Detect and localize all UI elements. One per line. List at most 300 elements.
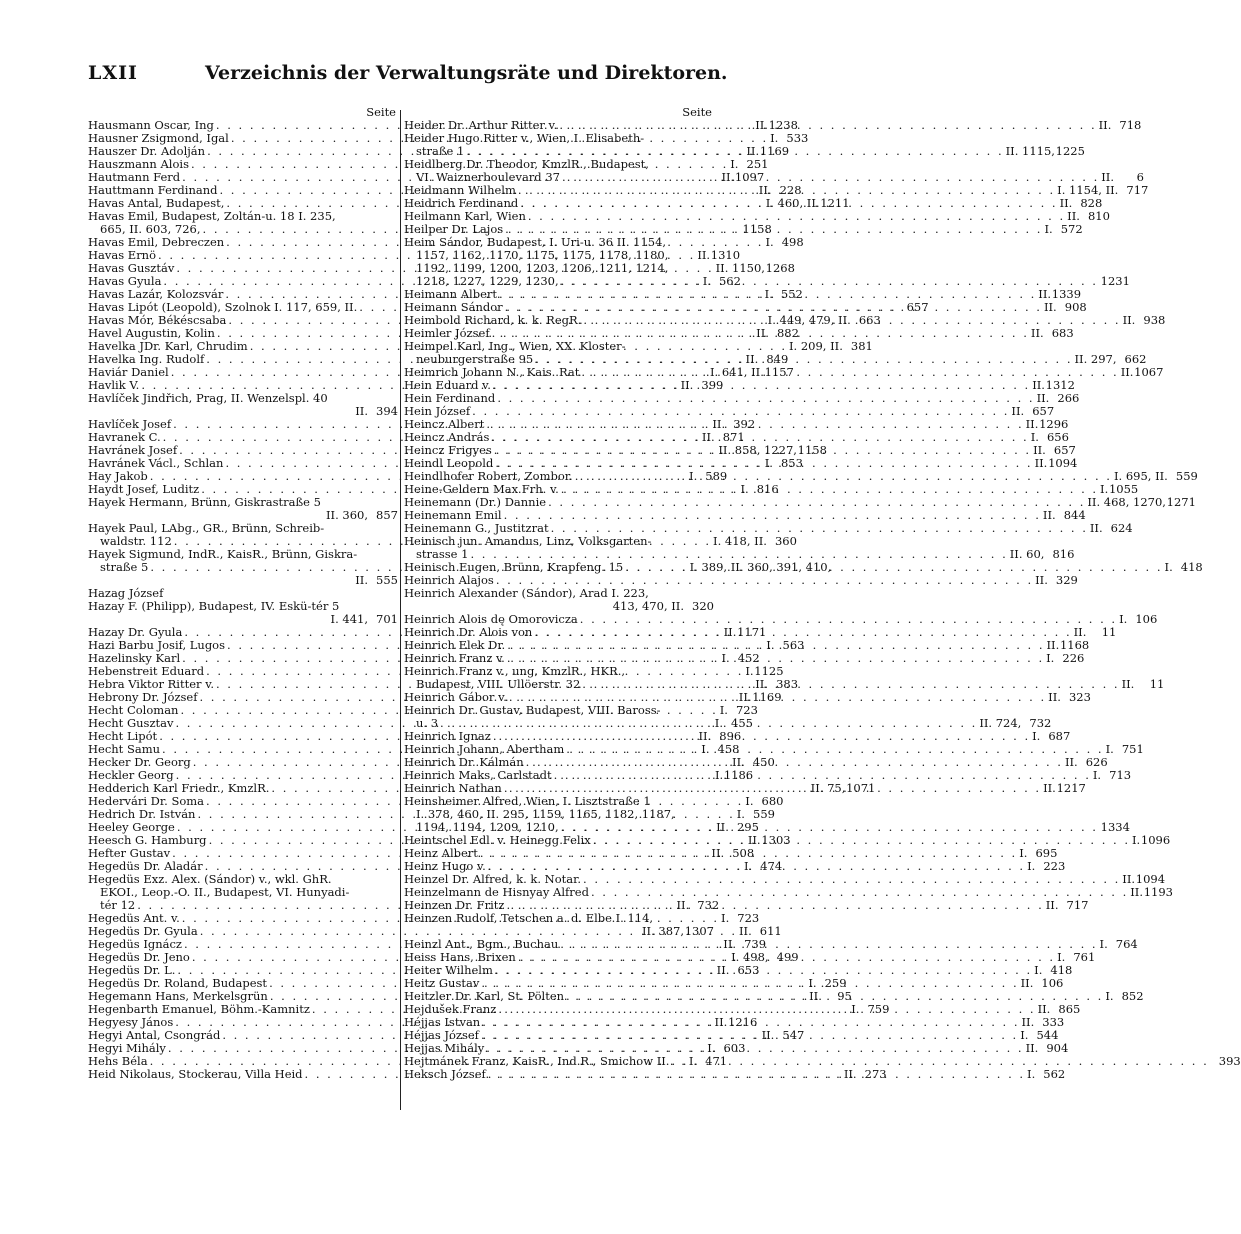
page-ref: 816 xyxy=(756,482,779,496)
entry-text: Heider Hugo Ritter v., Wien, I. Elisabeth- xyxy=(404,131,645,145)
page-ref: 458 xyxy=(717,742,740,756)
volume-ref: II. 1150, xyxy=(715,261,765,275)
entry-text: Heim Sándor, Budapest, I. Uri-u. 36 II. 1154, xyxy=(404,235,667,249)
volume-ref: II. xyxy=(701,430,715,444)
volume-ref: II. xyxy=(1045,898,1059,912)
volume-ref: I. 209, II. xyxy=(789,339,843,353)
entry-text: Hejjas Mihály xyxy=(404,1041,485,1055)
page-ref: 450 xyxy=(752,755,775,769)
page-ref: 761 xyxy=(1073,950,1096,964)
volume-ref: II. xyxy=(714,1015,728,1029)
leader-dots xyxy=(486,1068,1027,1081)
page-ref: 223 xyxy=(1043,859,1066,873)
entry-text: Heeley George xyxy=(88,820,175,834)
seite-label: Seite xyxy=(366,105,396,119)
entry-text: Hejdušek Franz xyxy=(404,1002,497,1016)
volume-ref: I. xyxy=(719,703,728,717)
page-ref: 399 xyxy=(701,378,724,392)
entry-text: Hecht Gusztav xyxy=(88,716,174,730)
volume-ref: II. xyxy=(1033,443,1046,457)
volume-ref: II. xyxy=(745,352,759,366)
volume-ref: I. xyxy=(1099,937,1108,951)
page-ref: 508 xyxy=(732,846,755,860)
entry-text: Heckler Georg xyxy=(88,768,174,782)
volume-ref: I. xyxy=(765,235,774,249)
volume-ref: II. xyxy=(843,1067,857,1081)
page-ref: 1055 xyxy=(1108,482,1139,496)
page-ref: 392 xyxy=(733,417,756,431)
volume-ref: II. xyxy=(355,404,368,418)
volume-ref: I. xyxy=(1044,222,1053,236)
volume-ref: II. 75, xyxy=(810,781,846,795)
entry-text: Havlíček Jindřich, Prag, II. Wenzelspl. 40 xyxy=(88,391,328,405)
entry-text: Hegedüs Dr. Roland, Budapest xyxy=(88,976,268,990)
entry-text: Heinisch jun. Amandus, Linz, Volksgarten- xyxy=(404,534,652,548)
volume-ref: II. xyxy=(1046,638,1060,652)
page-ref: 732 xyxy=(1029,716,1052,730)
entry-text: tér 12 xyxy=(100,898,136,912)
page-ref: 695 xyxy=(1035,846,1058,860)
entry-text: Heimpel Karl, Ing., Wien, XX. Kloster- xyxy=(404,339,626,353)
entry-text: Hegenbarth Emanuel, Böhm.-Kamnitz xyxy=(88,1002,310,1016)
volume-ref: II. xyxy=(1101,170,1114,184)
page-ref: 106 xyxy=(1135,612,1158,626)
entry-text: Heiss Hans, Brixen xyxy=(404,950,516,964)
volume-ref: II. xyxy=(1064,755,1078,769)
index-entry xyxy=(88,600,398,626)
volume-ref: II. xyxy=(1048,690,1061,704)
page-ref: 471 xyxy=(705,1054,728,1068)
page-ref: 1310 xyxy=(710,248,741,262)
volume-ref: II. xyxy=(1130,885,1143,899)
entry-text: Heinzen Rudolf, Tetschen a. d. Elbe I. 114, xyxy=(404,911,654,925)
index-entry xyxy=(404,912,714,938)
page-ref: 563 xyxy=(782,638,805,652)
entry-text: Hazelinsky Karl xyxy=(88,651,181,665)
page-ref: 1067 xyxy=(1134,365,1164,379)
volume-ref: II. xyxy=(716,963,730,977)
entry-text: Heinrich Alois dę Omorovicza xyxy=(404,612,578,626)
entry-text: Heinz Hugo v. xyxy=(404,859,486,873)
entry-text: Hebenstreit Eduard xyxy=(88,664,205,678)
volume-ref: I. 641, II. xyxy=(710,365,764,379)
entry-text: Heid Nikolaus, Stockerau, Villa Heid xyxy=(88,1067,303,1081)
entry-text: Havelka JDr. Karl, Chrudim xyxy=(88,339,248,353)
page-ref: 865 xyxy=(1058,1002,1081,1016)
page-ref: 1193 xyxy=(1143,885,1173,899)
page-ref: 544 xyxy=(1036,1028,1059,1042)
volume-ref: II. 60, xyxy=(1009,547,1045,561)
entry-text: Hein Eduard v. xyxy=(404,378,491,392)
entry-text: neuburgerstraße 95 xyxy=(416,352,534,366)
volume-ref: I. xyxy=(1020,1028,1029,1042)
entry-text: Heinrich Johann, Abertham xyxy=(404,742,565,756)
entry-text: Hebrony Dr. József xyxy=(88,690,198,704)
entry-text: Heinisch Eugen, Brünn, Krapfeng. 15 xyxy=(404,560,624,574)
volume-ref: II. xyxy=(723,625,737,639)
page-ref: 562 xyxy=(1043,1067,1066,1081)
volume-ref: II. xyxy=(723,937,737,951)
entry-text: Heidmann Wilhelm xyxy=(404,183,516,197)
entry-text: Heinrich Gábor v. xyxy=(404,690,507,704)
page-ref: 1158 xyxy=(742,222,772,236)
page-ref: 1171 xyxy=(737,625,767,639)
page-ref: 717 xyxy=(1066,898,1089,912)
entry-text: 1192, 1199, 1200, 1203, 1206, 1211, 1214, xyxy=(416,261,669,275)
index-entry xyxy=(88,392,398,418)
entry-text: Hegedüs Dr. Jeno xyxy=(88,950,190,964)
volume-ref: II. xyxy=(712,417,726,431)
entry-text: Heinrich Nathan xyxy=(404,781,502,795)
volume-ref: I. xyxy=(721,911,730,925)
entry-text: Hegemann Hans, Merkelsgrün xyxy=(88,989,268,1003)
entry-text: Hebra Viktor Ritter v. xyxy=(88,677,214,691)
entry-text: Hefter Gustav xyxy=(88,846,171,860)
page-ref: 759 xyxy=(867,1002,890,1016)
volume-ref: I. xyxy=(743,859,753,873)
page-ref: 1125 xyxy=(754,664,784,678)
page-ref: 662 xyxy=(1124,352,1147,366)
page-ref: 896 xyxy=(719,729,742,743)
volume-ref: I. xyxy=(740,482,749,496)
volume-ref: I. 441, xyxy=(330,612,368,626)
page-ref: 653 xyxy=(737,963,760,977)
entry-text: Hecht Coloman xyxy=(88,703,179,717)
entry-text: Hausmann Oscar, Ing xyxy=(88,118,214,132)
volume-ref: II. xyxy=(738,690,752,704)
page-ref: 657 xyxy=(906,300,929,314)
volume-ref: II. xyxy=(1121,677,1135,691)
entry-text: Heincz Albert xyxy=(404,417,485,431)
column-divider xyxy=(400,110,401,1110)
volume-ref: I. xyxy=(736,807,745,821)
volume-ref: II. xyxy=(1037,1002,1051,1016)
volume-ref: I. xyxy=(714,716,723,730)
page-ref: 1168 xyxy=(1059,638,1090,652)
page-ref: 1096 xyxy=(1140,833,1171,847)
volume-ref: I. xyxy=(1100,482,1109,496)
entry-text: Hayek Sigmund, IndR., KaisR., Brünn, Giskra- xyxy=(88,547,358,561)
page-ref: 1339 xyxy=(1051,287,1082,301)
page-ref: 418 xyxy=(1180,560,1203,574)
page-ref: 844 xyxy=(1063,508,1086,522)
entry-text: Heindl Leopold xyxy=(404,456,494,470)
volume-ref: I. xyxy=(1032,729,1041,743)
entry-text: Heitz Gustav xyxy=(404,976,480,990)
volume-ref: II. 360, xyxy=(325,508,368,522)
entry-text: Hegedüs Dr. Aladár xyxy=(88,859,203,873)
volume-ref: I. xyxy=(1092,768,1102,782)
page-ref: 1169 xyxy=(752,690,782,704)
volume-ref: II. xyxy=(755,677,769,691)
page-ref: 106 xyxy=(1041,976,1064,990)
page-ref: 555 xyxy=(376,573,398,587)
volume-ref: II. xyxy=(1032,378,1045,392)
entry-text: Heinrich Elek Dr. xyxy=(404,638,506,652)
page-ref: 849 xyxy=(766,352,789,366)
page-ref: 657 xyxy=(1032,404,1055,418)
entry-text: Hegyi Mihály xyxy=(88,1041,166,1055)
page-ref: 683 xyxy=(1051,326,1074,340)
page-ref: 1216 xyxy=(728,1015,758,1029)
entry-text: Heinz Albert xyxy=(404,846,478,860)
volume-ref: II. xyxy=(1020,976,1034,990)
page-ref: 1296 xyxy=(1039,417,1069,431)
volume-ref: I. 389, II. 360, 391, 410, xyxy=(689,560,832,574)
page-ref: 11 xyxy=(1149,677,1165,691)
entry-text: Heinrich Dr. Alois von xyxy=(404,625,533,639)
volume-ref: II. xyxy=(355,573,368,587)
page-ref: 1094 xyxy=(1048,456,1078,470)
entry-text: Havas Emil, Debreczen xyxy=(88,235,225,249)
volume-ref: II. xyxy=(721,170,735,184)
page-ref: 1225 xyxy=(1055,144,1085,158)
entry-text: Héjjas Istvan xyxy=(404,1015,481,1029)
volume-ref: I. xyxy=(1019,846,1028,860)
volume-ref: II. xyxy=(1034,456,1048,470)
entry-text: Heine-Geldern Max Frh. v. xyxy=(404,482,559,496)
page-ref: 266 xyxy=(1057,391,1080,405)
entry-text: Havlíček Josef xyxy=(88,417,172,431)
volume-ref: I. 449, 479, II. xyxy=(767,313,851,327)
volume-ref: I. xyxy=(702,274,711,288)
entry-text: I. 378, 460, II. 295, 1159, 1165, 1182, 1187, xyxy=(416,807,675,821)
entry-text: Havel Augustin, Kolin xyxy=(88,326,215,340)
entry-text: Hehs Béla xyxy=(88,1054,148,1068)
volume-ref: I. xyxy=(1164,560,1173,574)
entry-text: Heesch G. Hamburg xyxy=(88,833,207,847)
page-ref: 904 xyxy=(1046,1041,1069,1055)
page-ref: 882 xyxy=(776,326,799,340)
page-ref: 226 xyxy=(1062,651,1085,665)
entry-text: Heider Dr. Arthur Ritter v. xyxy=(404,118,558,132)
volume-ref: I. xyxy=(766,638,775,652)
entry-text: Heinsheimer Alfred, Wien, I. Lisztstraße 1 xyxy=(404,794,651,808)
entry-text: Heimler József xyxy=(404,326,490,340)
entry-text: Heimrich Johann N., Kais. Rat xyxy=(404,365,580,379)
page-ref: 251 xyxy=(746,157,769,171)
volume-ref: II. xyxy=(1122,313,1136,327)
entry-text: Heinemann G., Justitzrat xyxy=(404,521,549,535)
page-ref: 1217 xyxy=(1056,781,1086,795)
entry-text: strasse 1 xyxy=(416,547,469,561)
entry-text: Havas Gyula xyxy=(88,274,162,288)
volume-ref: II. xyxy=(676,898,690,912)
entry-text: Havránek Václ., Schlan xyxy=(88,456,224,470)
volume-ref: II. xyxy=(1098,118,1112,132)
entry-text: Havlik V. xyxy=(88,378,140,392)
volume-ref: I. xyxy=(1034,963,1043,977)
entry-text: Hayek Hermann, Brünn, Giskrastraße 5 xyxy=(88,495,321,509)
entry-text: waldstr. 112 xyxy=(100,534,172,548)
entry-text: Heinrich Alexander (Sándor), Arad I. 223, xyxy=(404,586,649,600)
entry-text: Hazag József xyxy=(88,586,164,600)
entry-text: Hecht Lipót xyxy=(88,729,158,743)
entry-text: Heidrich Ferdinand xyxy=(404,196,519,210)
page-ref: 1271 xyxy=(1166,495,1196,509)
page-ref: 498 xyxy=(781,235,804,249)
volume-ref: II. xyxy=(1122,872,1136,886)
entry-text: Heinrich Alajos xyxy=(404,573,494,587)
volume-ref: II. xyxy=(716,820,729,834)
volume-ref: II. 858, 1227, xyxy=(718,443,797,457)
volume-ref: II. xyxy=(1067,209,1080,223)
page-ref: 323 xyxy=(1068,690,1091,704)
entry-text: Heilper Dr. Lajos xyxy=(404,222,504,236)
page-ref: 816 xyxy=(1052,547,1075,561)
page-ref: 1238 xyxy=(768,118,798,132)
entry-text: Havelka Ing. Rudolf xyxy=(88,352,205,366)
entry-text: Hegedüs Exz. Alex. (Sándor) v., wkl. GhR. xyxy=(88,872,332,886)
volume-ref: I. 1154, II. xyxy=(1057,183,1119,197)
page-ref: 547 xyxy=(782,1028,805,1042)
entry-text: Budapest, VIII. Ullöerstr. 32 xyxy=(416,677,581,691)
entry-text: Heinemann Emil xyxy=(404,508,502,522)
page-ref: 723 xyxy=(735,703,758,717)
page-ref: 938 xyxy=(1143,313,1166,327)
page-ref: 329 xyxy=(1055,573,1078,587)
entry-text: Hegyi Antal, Csongrád xyxy=(88,1028,221,1042)
volume-ref: II. xyxy=(1120,365,1134,379)
entry-text: 1218, 1227, 1229, 1230, xyxy=(416,274,559,288)
volume-ref: II. xyxy=(1036,391,1050,405)
page-number: LXII xyxy=(88,62,138,84)
volume-ref: II. xyxy=(1021,1015,1035,1029)
seite-label: Seite xyxy=(682,105,712,119)
volume-ref: I. xyxy=(1105,989,1114,1003)
entry-text: Heilmann Karl, Wien xyxy=(404,209,526,223)
volume-ref: II. xyxy=(1073,625,1087,639)
page-ref: 732 xyxy=(697,898,720,912)
page-ref: 1186 xyxy=(723,768,754,782)
volume-ref: II. xyxy=(711,846,725,860)
page-ref: 680 xyxy=(761,794,784,808)
entry-text: Héjjas József xyxy=(404,1028,479,1042)
volume-ref: I. xyxy=(707,1041,716,1055)
volume-ref: II. 1115, xyxy=(1005,144,1055,158)
page-ref: 1071 xyxy=(846,781,876,795)
entry-text: Hein Ferdinand xyxy=(404,391,496,405)
entry-text: Heitzler Dr. Karl, St. Pölten xyxy=(404,989,565,1003)
page-ref: 828 xyxy=(1080,196,1103,210)
page-ref: 853 xyxy=(780,456,803,470)
entry-text: Heinzelmann de Hisnyay Alfred xyxy=(404,885,589,899)
page-ref: 723 xyxy=(737,911,760,925)
volume-ref: I. 498, xyxy=(731,950,769,964)
entry-text: Hegedüs Dr. L. xyxy=(88,963,176,977)
volume-ref: I. xyxy=(1046,651,1055,665)
page-ref: 320 xyxy=(692,599,714,613)
entry-text: Hegedüs Ant. v. xyxy=(88,911,180,925)
page-ref: 418 xyxy=(1050,963,1073,977)
page-ref: 857 xyxy=(376,508,398,522)
page-ref: 1094 xyxy=(1135,872,1166,886)
volume-ref: II. xyxy=(1030,326,1044,340)
page-ref: 383 xyxy=(776,677,799,691)
entry-text: Hauszer Dr. Adolján xyxy=(88,144,206,158)
entry-text: Hedervári Dr. Soma xyxy=(88,794,205,808)
volume-ref: II. xyxy=(747,833,761,847)
entry-text: Heinzen Dr. Fritz xyxy=(404,898,505,912)
volume-ref: I. xyxy=(808,976,817,990)
page-ref: 572 xyxy=(1060,222,1083,236)
entry-text: Havas Antal, Budapest, xyxy=(88,196,225,210)
volume-ref: 413, 470, II. xyxy=(612,599,684,613)
entry-text: Heintschel Edl. v. Heinegg Felix xyxy=(404,833,591,847)
volume-ref: I. xyxy=(1119,612,1128,626)
page-ref: 273 xyxy=(864,1067,887,1081)
volume-ref: II. xyxy=(697,248,711,262)
entry-text: 665, II. 603, 726, xyxy=(100,222,201,236)
volume-ref: II. xyxy=(1043,781,1056,795)
page-ref: 1268 xyxy=(765,261,795,275)
page-ref: 810 xyxy=(1087,209,1110,223)
volume-ref: I. xyxy=(701,742,710,756)
entry-text: Heksch József xyxy=(404,1067,486,1081)
entry-text: Heimann Albert xyxy=(404,287,498,301)
entry-text: Heinemann (Dr.) Dannie xyxy=(404,495,547,509)
page-ref: 718 xyxy=(1119,118,1142,132)
volume-ref: I. 460, II. xyxy=(765,196,820,210)
entry-text: Hazi Barbu Josif, Lugos xyxy=(88,638,226,652)
page-ref: 713 xyxy=(1109,768,1132,782)
page-ref: 1097 xyxy=(734,170,765,184)
entry-text: Havas Emil, Budapest, Zoltán-u. 18 I. 235, xyxy=(88,209,336,223)
entry-text: Hegyesy János xyxy=(88,1015,174,1029)
page-ref: 455 xyxy=(731,716,753,730)
entry-text: Haviár Daniel xyxy=(88,365,169,379)
page-ref: 611 xyxy=(759,924,782,938)
volume-ref: II. xyxy=(1025,1041,1039,1055)
page-ref: 474 xyxy=(760,859,783,873)
entry-text: 1157, 1162, 1170, 1175, 1175, 1178, 1180, xyxy=(416,248,669,262)
entry-text: Heinzel Dr. Alfred, k. k. Notar. xyxy=(404,872,582,886)
volume-ref: II. xyxy=(1011,404,1025,418)
entry-text: Heinrich Franz v., ung, KmzlR., HKR., xyxy=(404,664,626,678)
entry-text: Heimbold Richard, k. k. RegR. xyxy=(404,313,582,327)
volume-ref: I. xyxy=(1057,950,1066,964)
page-ref: 552 xyxy=(780,287,803,301)
entry-text: Havas Ernö xyxy=(88,248,157,262)
volume-ref: I. xyxy=(764,456,773,470)
entry-text: Heindlhofer Robert, Zombor. xyxy=(404,469,573,483)
page-ref: 1231 xyxy=(1100,274,1130,288)
volume-ref: II. xyxy=(739,924,752,938)
entry-text: EKOI., Leop.-O. II., Budapest, VI. Hunyadi- xyxy=(100,885,350,899)
entry-text: straße 5 xyxy=(100,560,149,574)
entry-text: Havas Lipót (Leopold), Szolnok I. 117, 659, II. xyxy=(88,300,358,314)
entry-text: Havas Gusztáv xyxy=(88,261,175,275)
page-ref: 1307 xyxy=(684,924,714,938)
volume-ref: II. xyxy=(698,729,712,743)
page-ref: 871 xyxy=(722,430,745,444)
entry-text: Heinrich Dr. Gustav, Budapest, VIII. Baross- xyxy=(404,703,661,717)
index-entry xyxy=(88,496,398,522)
page-ref: 701 xyxy=(376,612,398,626)
volume-ref: II. xyxy=(1089,521,1103,535)
entry-text: VI. Waiznerboulevard 37 xyxy=(416,170,560,184)
page-ref: 1157 xyxy=(764,365,794,379)
page-ref: 360 xyxy=(774,534,797,548)
volume-ref: II. xyxy=(761,1028,775,1042)
volume-ref: II. xyxy=(755,118,768,132)
page-ref: 559 xyxy=(753,807,775,821)
volume-ref: I. xyxy=(745,794,754,808)
page-ref: 908 xyxy=(1064,300,1087,314)
page-ref: 381 xyxy=(850,339,873,353)
volume-ref: II. xyxy=(756,326,769,340)
page-ref: 687 xyxy=(1048,729,1071,743)
